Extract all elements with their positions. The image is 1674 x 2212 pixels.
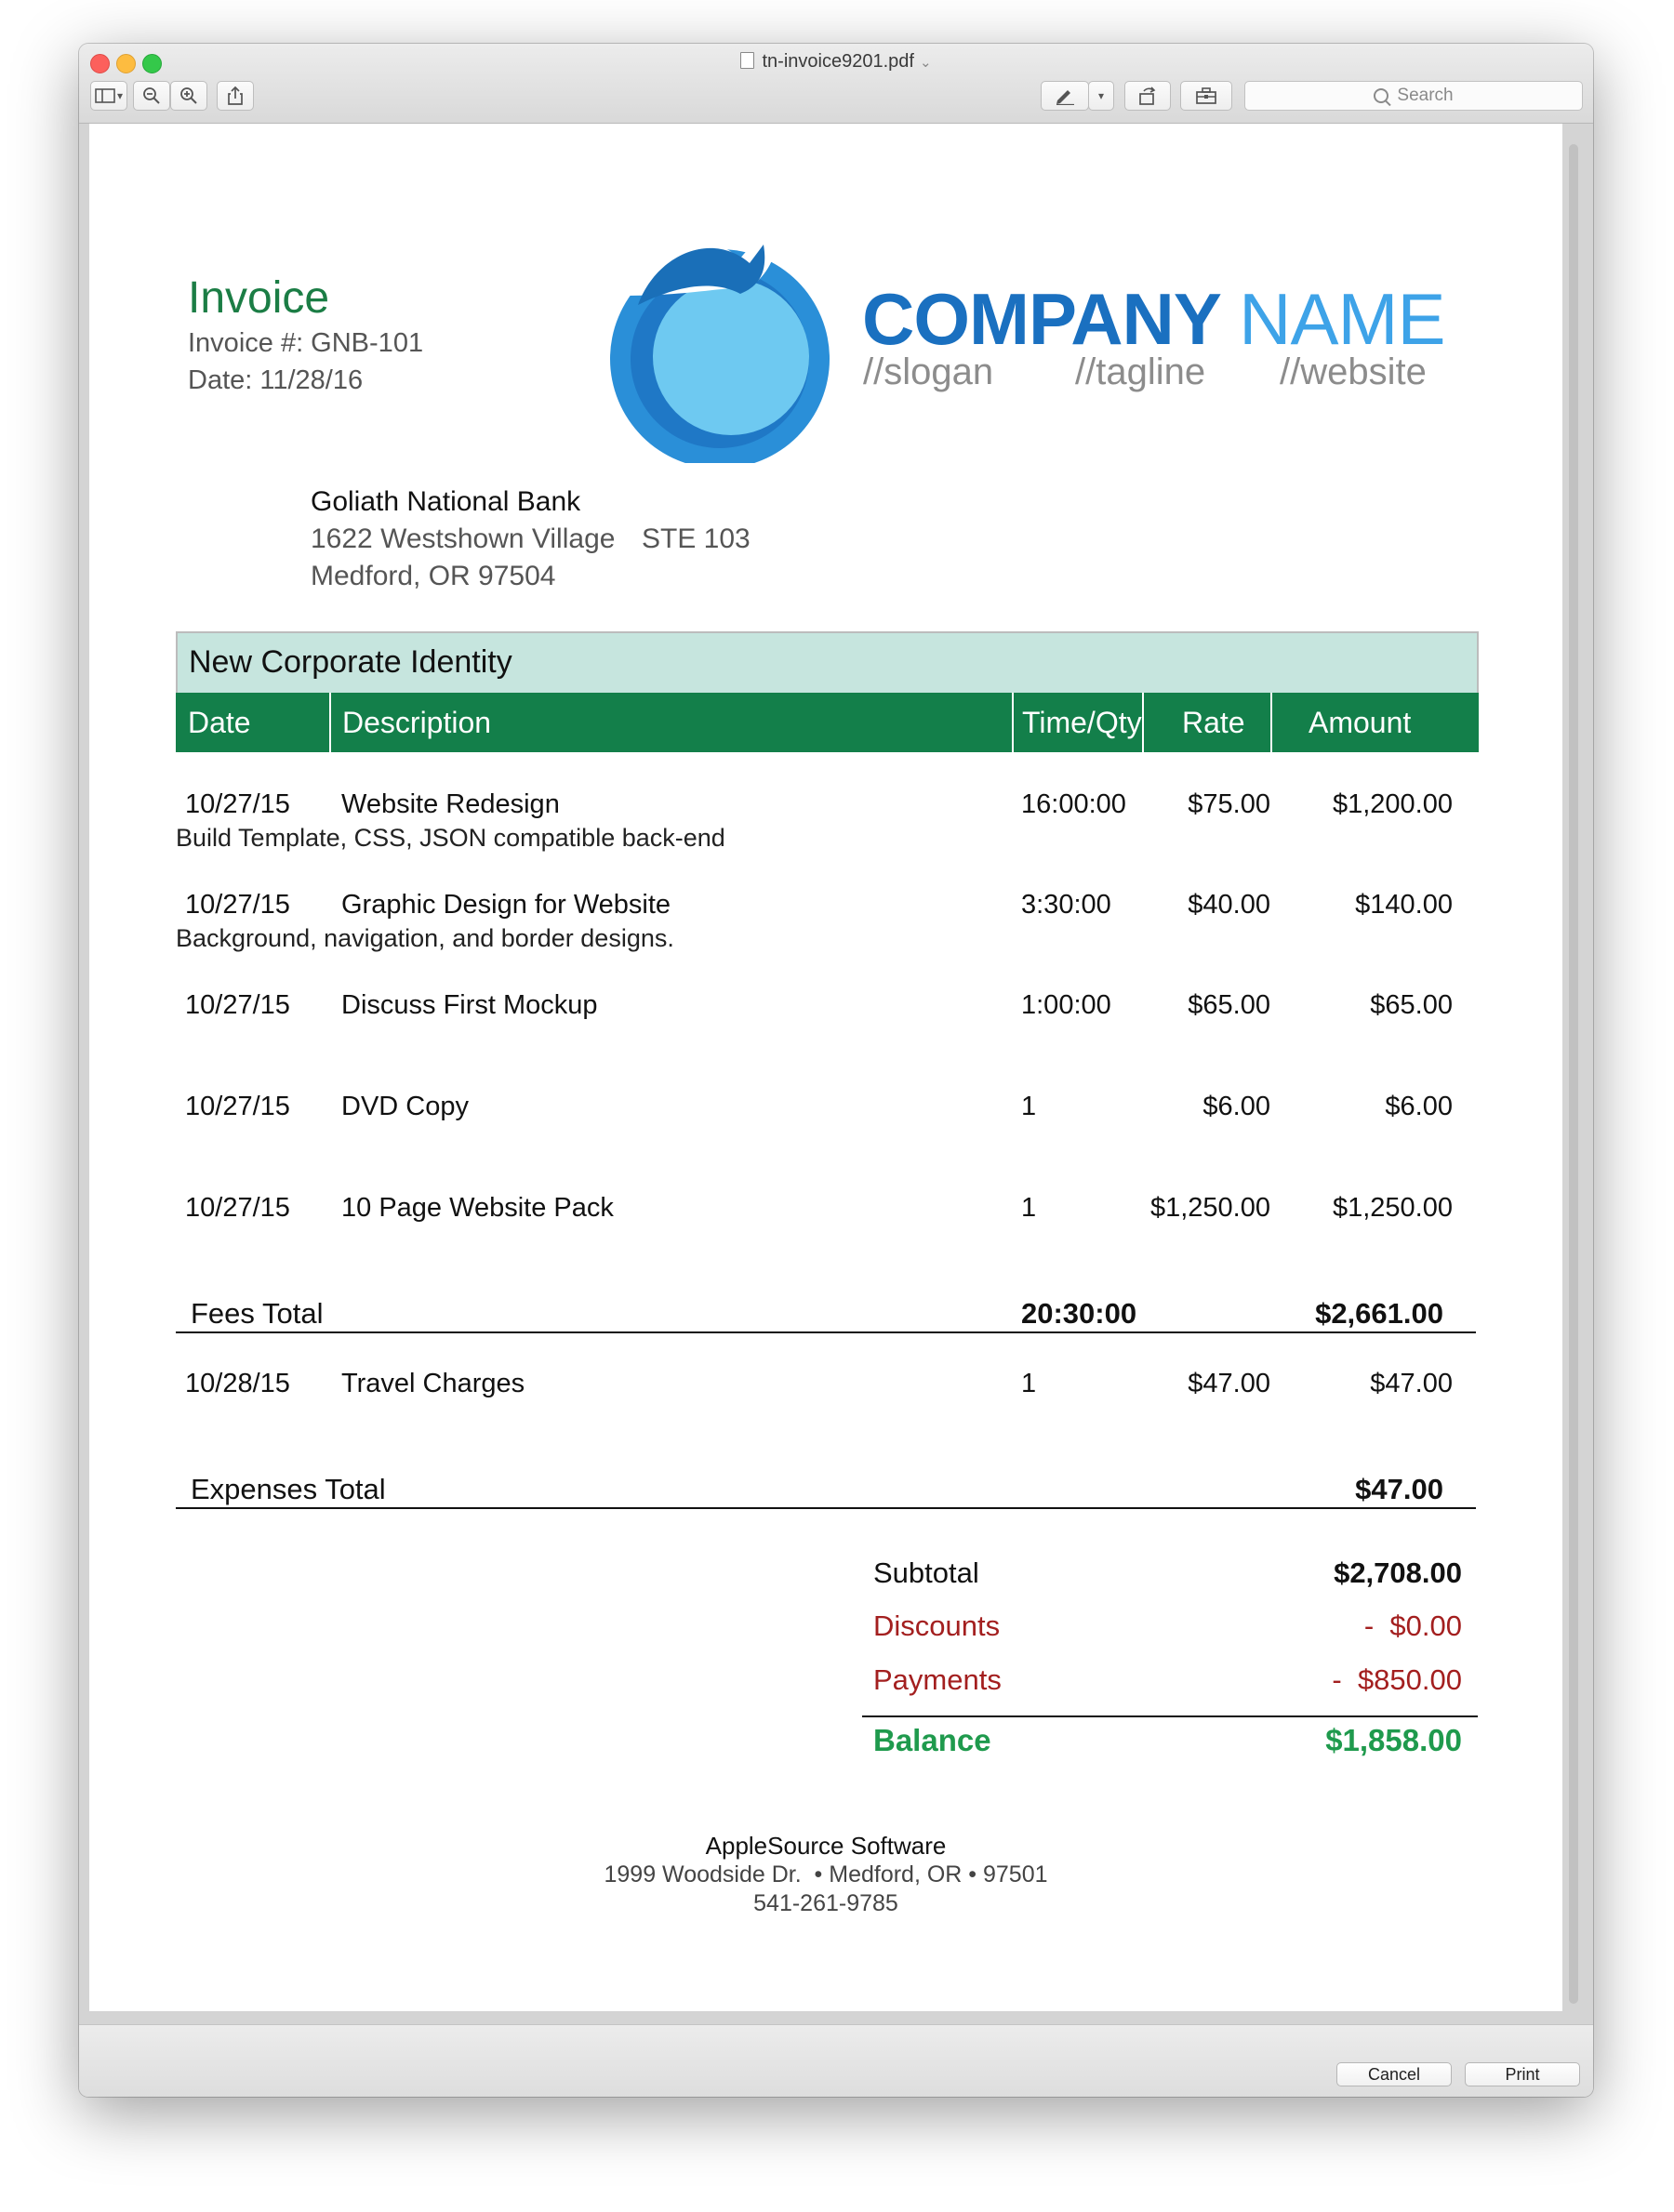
footer-phone: 541-261-9785 — [753, 1890, 898, 1916]
expense-rate: $47.00 — [1188, 1369, 1270, 1398]
zoom-in-button[interactable] — [170, 81, 207, 111]
fee-description: 10 Page Website Pack — [341, 1193, 614, 1223]
subtotal-value: $2,708.00 — [1334, 1556, 1462, 1589]
logo-company: COMPANY — [862, 278, 1220, 360]
subtotal-label: Subtotal — [873, 1556, 979, 1589]
fee-description: Discuss First Mockup — [341, 990, 598, 1020]
rotate-button[interactable] — [1124, 81, 1171, 111]
search-field[interactable] — [1244, 81, 1583, 111]
logo-name: NAME — [1239, 278, 1445, 360]
fee-qty: 3:30:00 — [1021, 890, 1111, 920]
share-icon — [227, 86, 244, 106]
cancel-button[interactable]: Cancel — [1336, 2062, 1452, 2086]
client-city: Medford, OR 97504 — [311, 561, 556, 591]
fee-qty: 16:00:00 — [1021, 789, 1126, 819]
expenses-total-label: Expenses Total — [191, 1473, 386, 1505]
print-bar — [79, 2024, 1593, 2097]
expenses-total-amount: $47.00 — [1355, 1473, 1443, 1505]
fees-total-qty: 20:30:00 — [1021, 1297, 1137, 1330]
divider — [862, 1715, 1478, 1717]
fee-date: 10/27/15 — [185, 990, 290, 1020]
search-placeholder: Search — [1397, 86, 1454, 105]
fee-amount: $65.00 — [1370, 990, 1453, 1020]
document-area[interactable] — [79, 124, 1593, 2024]
fee-description: Graphic Design for Website — [341, 890, 671, 920]
logo-website: //website — [1280, 351, 1427, 392]
zoom-out-button[interactable] — [133, 81, 170, 111]
fee-date: 10/27/15 — [185, 789, 290, 819]
expense-description: Travel Charges — [341, 1369, 525, 1398]
divider — [176, 1331, 1476, 1333]
balance-value: $1,858.00 — [1325, 1723, 1462, 1757]
logo-tagline: //tagline — [1075, 351, 1206, 392]
fee-qty: 1 — [1021, 1092, 1037, 1121]
window-title-text: tn-invoice9201.pdf — [762, 51, 914, 72]
fee-qty: 1:00:00 — [1021, 990, 1111, 1020]
project-title: New Corporate Identity — [176, 631, 1479, 693]
invoice-heading: Invoice — [188, 273, 330, 323]
col-time-qty: Time/Qty — [1022, 706, 1142, 739]
share-button[interactable] — [217, 81, 254, 111]
client-suite: STE 103 — [642, 523, 751, 554]
client-name: Goliath National Bank — [311, 486, 581, 517]
vertical-scrollbar[interactable] — [1569, 144, 1578, 2004]
expense-date: 10/28/15 — [185, 1369, 290, 1398]
window-title[interactable] — [79, 51, 1593, 73]
toolbox-icon — [1195, 86, 1217, 105]
pen-icon — [1055, 86, 1075, 105]
fee-date: 10/27/15 — [185, 1193, 290, 1223]
fees-total-amount: $2,661.00 — [1315, 1297, 1443, 1330]
fee-note: Background, navigation, and border designs. — [176, 924, 674, 952]
fee-description: DVD Copy — [341, 1092, 469, 1121]
col-rate: Rate — [1182, 706, 1245, 739]
fee-rate: $40.00 — [1188, 890, 1270, 920]
fees-total-label: Fees Total — [191, 1297, 324, 1330]
fee-amount: $140.00 — [1355, 890, 1453, 920]
search-icon — [1374, 88, 1388, 103]
fee-description: Website Redesign — [341, 789, 560, 819]
fee-amount: $1,250.00 — [1332, 1193, 1453, 1223]
chevron-down-icon: ⌄ — [919, 55, 932, 71]
col-date: Date — [188, 706, 251, 739]
balance-label: Balance — [873, 1723, 991, 1757]
fee-rate: $1,250.00 — [1149, 1193, 1270, 1223]
fee-amount: $6.00 — [1385, 1092, 1453, 1121]
chevron-down-icon: ▾ — [116, 89, 124, 102]
fee-date: 10/27/15 — [185, 1092, 290, 1121]
discounts-label: Discounts — [873, 1609, 1001, 1642]
discounts-value: - $0.00 — [1363, 1609, 1462, 1642]
title-bar — [79, 44, 1593, 124]
markup-menu-button[interactable] — [1088, 81, 1114, 111]
chevron-down-icon: ▾ — [1097, 89, 1105, 102]
col-amount: Amount — [1309, 706, 1412, 739]
pdf-page — [89, 124, 1562, 2011]
fee-note: Build Template, CSS, JSON compatible back-end — [176, 824, 725, 852]
zoom-in-icon — [179, 86, 198, 105]
preview-window — [79, 44, 1593, 2097]
col-description: Description — [342, 706, 492, 739]
sidebar-icon — [95, 88, 115, 103]
toolbox-button[interactable] — [1180, 81, 1232, 111]
expense-qty: 1 — [1021, 1369, 1037, 1398]
logo-slogan: //slogan — [863, 351, 994, 392]
client-street: 1622 Westshown Village — [311, 523, 616, 554]
fee-amount: $1,200.00 — [1332, 789, 1453, 819]
fee-date: 10/27/15 — [185, 890, 290, 920]
fee-rate: $6.00 — [1202, 1092, 1270, 1121]
print-button[interactable]: Print — [1465, 2062, 1580, 2086]
payments-value: - $850.00 — [1332, 1663, 1462, 1696]
footer-company: AppleSource Software — [705, 1832, 947, 1860]
divider — [176, 1507, 1476, 1509]
zoom-out-icon — [142, 86, 161, 105]
pdf-document-icon — [740, 52, 754, 69]
sidebar-toggle-button[interactable] — [90, 81, 127, 111]
fee-rate: $75.00 — [1188, 789, 1270, 819]
company-logo-icon — [601, 221, 843, 463]
rotate-icon — [1137, 86, 1158, 106]
footer-address: 1999 Woodside Dr. • Medford, OR • 97501 — [604, 1861, 1048, 1887]
payments-label: Payments — [873, 1663, 1002, 1696]
invoice-date: Date: 11/28/16 — [188, 365, 364, 395]
expense-amount: $47.00 — [1370, 1369, 1453, 1398]
invoice-number: Invoice #: GNB-101 — [188, 328, 424, 358]
fee-qty: 1 — [1021, 1193, 1037, 1223]
fee-rate: $65.00 — [1188, 990, 1270, 1020]
logo-wordmark — [862, 277, 1445, 362]
table-header — [176, 693, 1479, 752]
markup-button[interactable] — [1041, 81, 1089, 111]
